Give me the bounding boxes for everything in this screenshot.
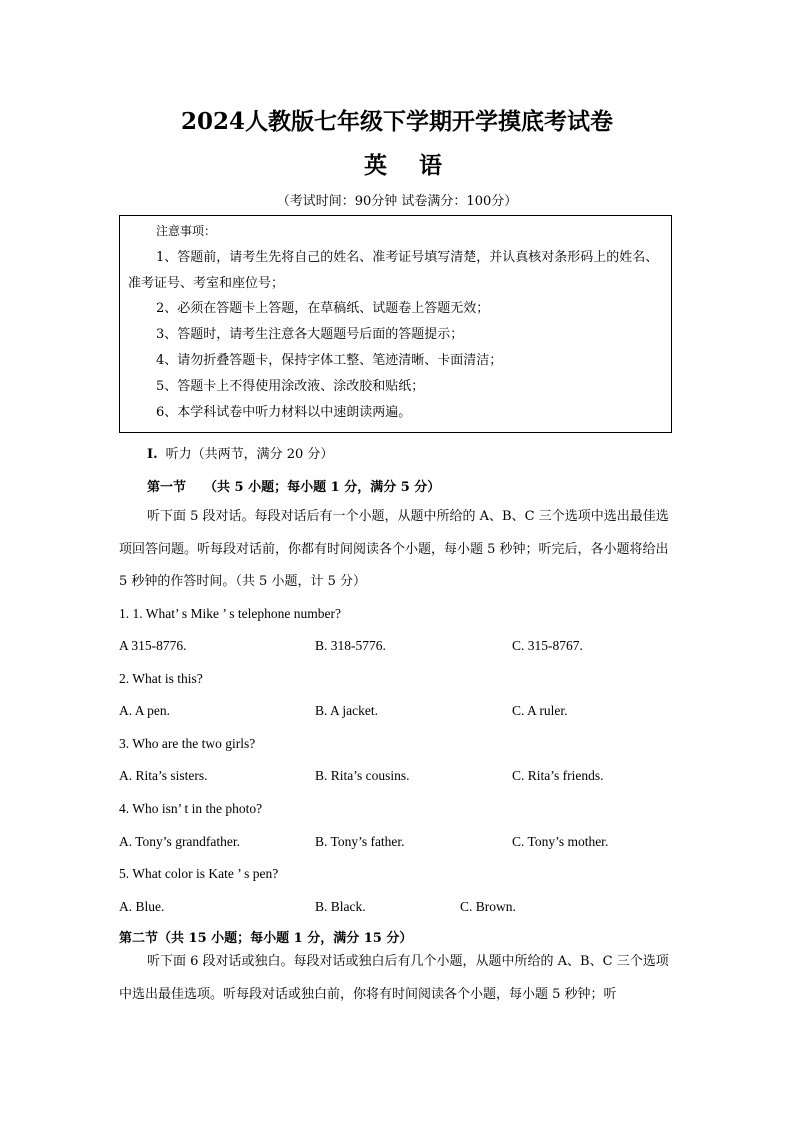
notice-item: 3、答题时，请考生注意各大题题号后面的答题提示； <box>156 327 464 343</box>
option-b: B. A jacket. <box>315 703 378 718</box>
notice-item: 2、必须在答题卡上答题，在草稿纸、试题卷上答题无效； <box>156 301 490 317</box>
option-a: A. Rita’s sisters. <box>119 768 208 783</box>
notice-title: 注意事项： <box>156 224 217 238</box>
option-a: A. A pen. <box>119 703 171 718</box>
part-heading <box>147 443 333 462</box>
option-b: B. Tony’s father. <box>315 834 405 849</box>
notice-item: 1、答题前，请考生先将自己的姓名、准考证号填写清楚，并认真核对条形码上的姓名、准考证号、考室和座位号； <box>128 249 659 291</box>
question-stem: 2. What is this? <box>119 671 203 686</box>
notice-item: 6、本学科试卷中听力材料以中速朗读两遍。 <box>156 404 412 420</box>
question-stem: 3. Who are the two girls? <box>119 736 256 751</box>
question-stem: 1. 1. What’ s Mike ’ s telephone number? <box>119 606 341 621</box>
question-stem: 4. Who isn’ t in the photo? <box>119 801 263 816</box>
option-c: C. Brown. <box>460 899 516 914</box>
exam-title: 2024人教版七年级下学期开学摸底考试卷 <box>180 108 613 135</box>
option-c: C. Rita’s friends. <box>512 768 604 783</box>
section1-heading <box>147 476 440 495</box>
section1-instruction: 听下面 5 段对话。每段对话后有一个小题，从题中所给的 A、B、C 三个选项中选出最佳选项回答问题。听每段对话前，你都有时间阅读各个小题，每小题 5 秒钟；听完后，各小题将给出 5 秒钟的作答时间。（共 5 小题，计 5 分） <box>119 509 669 589</box>
notice-item: 5、答题卡上不得使用涂改液、涂改胶和贴纸； <box>156 378 425 394</box>
exam-info: （考试时间：90分钟 试卷满分：100分） <box>276 194 518 209</box>
option-c: C. Tony’s mother. <box>512 834 609 849</box>
subject-title: 英 语 <box>363 152 454 179</box>
notice-box <box>119 215 672 433</box>
option-a: A 315-8776. <box>119 638 187 653</box>
option-a: A. Tony’s grandfather. <box>119 834 241 849</box>
option-c: C. 315-8767. <box>512 638 583 653</box>
section1-label: 第一节 <box>147 480 187 495</box>
section2-heading: 第二节（共 15 小题；每小题 1 分，满分 15 分） <box>119 931 413 946</box>
notice-item: 4、请勿折叠答题卡，保持字体工整、笔迹清晰、卡面清洁； <box>156 352 503 368</box>
option-b: B. 318-5776. <box>315 638 386 653</box>
section2-instruction: 听下面 6 段对话或独白。每段对话或独白后有几个小题，从题中所给的 A、B、C 三个选项中选出最佳选项。听每段对话或独白前，你将有时间阅读各个小题，每小题 5 秒钟；听 <box>119 954 669 1002</box>
option-a: A. Blue. <box>119 899 165 914</box>
option-c: C. A ruler. <box>512 703 568 718</box>
question-stem: 5. What color is Kate ’ s pen? <box>119 866 279 881</box>
part-title: 听力（共两节，满分 20 分） <box>165 447 334 462</box>
option-b: B. Black. <box>315 899 366 914</box>
option-b: B. Rita’s cousins. <box>315 768 410 783</box>
part-number: I. <box>147 447 158 462</box>
section1-detail: （共 5 小题；每小题 1 分，满分 5 分） <box>204 480 441 495</box>
